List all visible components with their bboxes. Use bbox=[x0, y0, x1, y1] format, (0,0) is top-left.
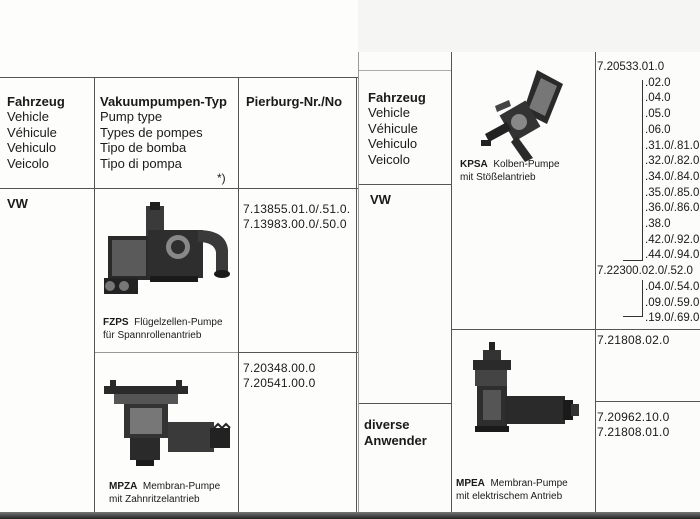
pump-type-es: Tipo de bomba bbox=[100, 140, 187, 155]
kpsa-number: .42.0/.92.0 bbox=[645, 233, 700, 246]
mpea-vw-numbers bbox=[597, 333, 669, 348]
mpea-code: MPEA bbox=[456, 478, 485, 489]
bracket-line bbox=[642, 80, 643, 260]
mpza-desc-2: mit Zahnritzelantrieb bbox=[109, 493, 200, 505]
fzps-pump-image bbox=[98, 200, 236, 298]
header-pump-type: Vakuumpumpen-Typ bbox=[100, 94, 227, 109]
table-top-border bbox=[0, 77, 358, 78]
mpea-number: 7.21808.01.0 bbox=[597, 425, 670, 439]
kpsa-desc-2: mit Stößelantrieb bbox=[460, 171, 536, 183]
fzps-numbers bbox=[243, 202, 350, 232]
vehicle-vw: VW bbox=[370, 192, 391, 207]
pump-type-translations bbox=[100, 109, 203, 171]
kpsa-number: .04.0 bbox=[645, 92, 671, 105]
diverse-top bbox=[359, 403, 451, 404]
mpza-pump-image bbox=[100, 378, 236, 470]
pump-type-fr: Types de pompes bbox=[100, 124, 203, 140]
right-page bbox=[358, 52, 700, 519]
col-divider-1 bbox=[94, 77, 95, 519]
other-users-line2: Anwender bbox=[364, 433, 427, 448]
kpsa-caption bbox=[460, 159, 560, 184]
vehicle-vw: VW bbox=[7, 196, 28, 211]
kpsa-number: 7.20533.01.0 bbox=[597, 61, 665, 73]
fzps-desc-1: Flügelzellen-Pumpe bbox=[134, 317, 223, 328]
header-bottom-border bbox=[0, 188, 358, 189]
mpea-vw-bottom bbox=[595, 401, 700, 402]
mpza-code: MPZA bbox=[109, 481, 138, 492]
row-divider bbox=[238, 352, 358, 353]
mpea-number: 7.20962.10.0 bbox=[597, 410, 670, 424]
kpsa-number: .19.0/.69.0 bbox=[645, 312, 700, 325]
kpsa-number: .35.0/.85.0 bbox=[645, 186, 700, 199]
kpsa-number: .38.0 bbox=[645, 218, 671, 230]
header-top-border bbox=[359, 70, 451, 71]
row-divider-image bbox=[95, 352, 238, 353]
kpsa-number: .32.0/.82.0 bbox=[645, 155, 700, 168]
col-divider-2 bbox=[595, 52, 596, 519]
footnote-mark: *) bbox=[217, 171, 226, 185]
fzps-number: 7.13983.00.0/.50.0 bbox=[243, 217, 347, 231]
mpza-number: 7.20348.00.0 bbox=[243, 361, 316, 375]
kpsa-number: .06.0 bbox=[645, 123, 671, 136]
mpea-desc-1: Membran-Pumpe bbox=[490, 478, 568, 489]
scan-edge bbox=[0, 512, 700, 519]
col-divider-3 bbox=[356, 77, 357, 519]
kpsa-number: .02.0 bbox=[645, 76, 671, 89]
bracket-foot bbox=[623, 260, 643, 261]
pump-type-en: Pump type bbox=[100, 109, 163, 124]
vehicle-it: Veicolo bbox=[7, 155, 49, 171]
vehicle-translations bbox=[7, 109, 57, 171]
kpsa-number: .36.0/.86.0 bbox=[645, 202, 700, 215]
mpza-desc-1: Membran-Pumpe bbox=[142, 481, 221, 492]
mpea-caption bbox=[456, 478, 568, 503]
kpsa-number: .09.0/.59.0 bbox=[645, 296, 700, 309]
vehicle-en: Vehicle bbox=[7, 109, 49, 124]
vehicle-fr: Véhicule bbox=[7, 124, 57, 140]
mpea-desc-2: mit elektrischem Antrieb bbox=[456, 490, 563, 502]
header-vehicle: Fahrzeug bbox=[368, 90, 426, 105]
vehicle-translations bbox=[368, 105, 418, 167]
vehicle-fr: Véhicule bbox=[368, 120, 418, 136]
fzps-desc-2: für Spannrollenantrieb bbox=[103, 329, 202, 341]
mpza-caption bbox=[109, 481, 220, 506]
other-users-line1: diverse bbox=[364, 417, 410, 432]
kpsa-number: .44.0/.94.0 bbox=[645, 249, 700, 262]
vehicle-it: Veicolo bbox=[368, 151, 410, 167]
fzps-code: FZPS bbox=[103, 317, 129, 328]
kpsa-desc-1: Kolben-Pumpe bbox=[493, 159, 560, 170]
mpza-numbers bbox=[243, 361, 315, 391]
bracket-foot bbox=[623, 316, 643, 317]
vehicle-es: Vehiculo bbox=[7, 140, 57, 155]
other-users bbox=[364, 417, 427, 449]
mpea-diverse-numbers bbox=[597, 410, 669, 440]
pump-type-it: Tipo di pompa bbox=[100, 155, 182, 171]
header-part-number: Pierburg-Nr./No bbox=[246, 94, 343, 109]
kpsa-number: .04.0/.54.0 bbox=[645, 280, 700, 293]
mpza-number: 7.20541.00.0 bbox=[243, 376, 316, 390]
kpsa-pump-image bbox=[477, 66, 573, 164]
fzps-caption bbox=[103, 317, 223, 342]
vehicle-es: Vehiculo bbox=[368, 136, 418, 151]
col-divider-1 bbox=[451, 52, 452, 519]
vehicle-en: Vehicle bbox=[368, 105, 410, 120]
kpsa-number: .34.0/.84.0 bbox=[645, 170, 700, 183]
kpsa-row-bottom bbox=[451, 329, 700, 330]
kpsa-number: .31.0/.81.0 bbox=[645, 139, 700, 152]
mpea-pump-image bbox=[467, 340, 583, 444]
mpea-number: 7.21808.02.0 bbox=[597, 333, 670, 347]
col-divider-2 bbox=[238, 77, 239, 519]
kpsa-code: KPSA bbox=[460, 159, 488, 170]
kpsa-number: 7.22300.02.0/.52.0 bbox=[597, 265, 693, 278]
fzps-number: 7.13855.01.0/.51.0. bbox=[243, 202, 351, 216]
header-vehicle: Fahrzeug bbox=[7, 94, 65, 109]
bracket-line bbox=[642, 280, 643, 316]
kpsa-number: .05.0 bbox=[645, 108, 671, 121]
header-bottom-border bbox=[359, 184, 451, 185]
